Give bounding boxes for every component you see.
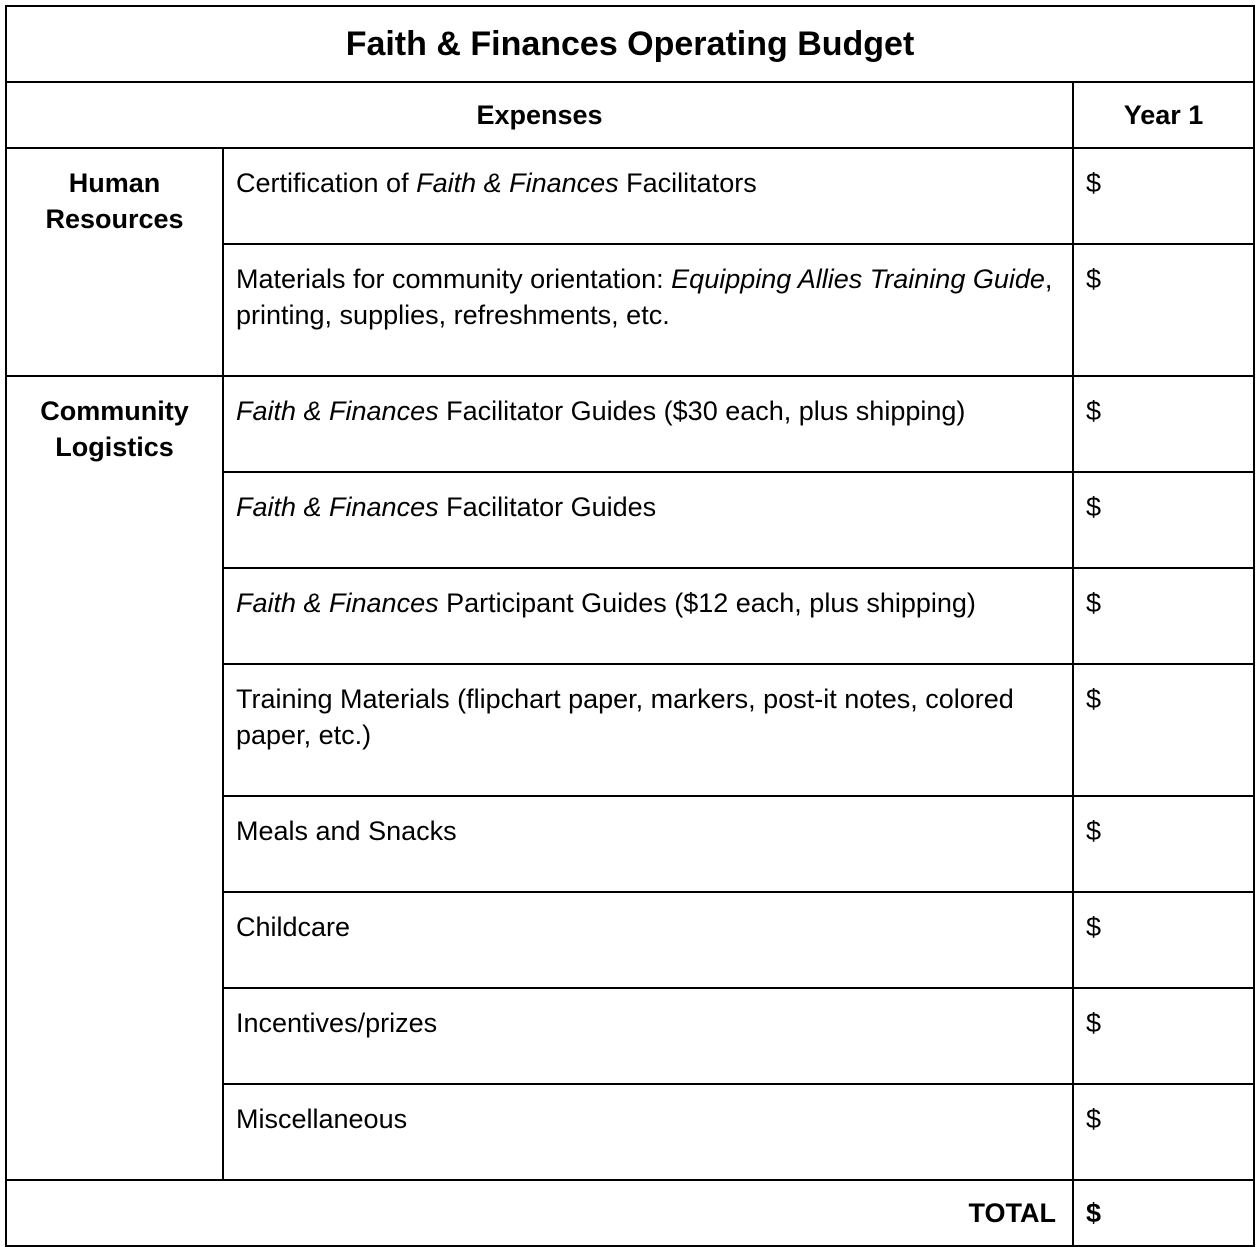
- expense-item-text: Equipping Allies Training Guide: [671, 264, 1045, 294]
- expense-item: [223, 568, 1073, 664]
- expense-item-text: Materials for community orientation:: [236, 264, 672, 294]
- expense-item-text: Participant Guides ($12 each, plus shipping): [438, 588, 976, 618]
- table-row: [6, 376, 1254, 472]
- expense-item: [223, 148, 1073, 244]
- expense-item-text: Faith & Finances: [236, 492, 439, 522]
- year-1-amount: $: [1073, 892, 1254, 988]
- year-1-amount: $: [1073, 472, 1254, 568]
- total-label: TOTAL: [6, 1180, 1073, 1246]
- expense-item: [223, 244, 1073, 376]
- expense-item-text: Training Materials (flipchart paper, markers, post-it notes, colored paper, etc.): [236, 684, 1014, 750]
- expense-item-text: Incentives/prizes: [236, 1008, 438, 1038]
- expense-item: [223, 988, 1073, 1084]
- category-label-line: Human: [68, 168, 161, 198]
- expense-item-text: Facilitator Guides ($30 each, plus shipping): [438, 396, 966, 426]
- expenses-header: Expenses: [6, 82, 1073, 148]
- year-1-amount: $: [1073, 664, 1254, 796]
- category-label-line: Community: [40, 396, 189, 426]
- category-label: [6, 148, 223, 376]
- year-1-amount: $: [1073, 988, 1254, 1084]
- total-amount: $: [1073, 1180, 1254, 1246]
- expense-item-text: Facilitator Guides: [438, 492, 657, 522]
- table-row: [6, 148, 1254, 244]
- table-title: Faith & Finances Operating Budget: [6, 6, 1254, 82]
- expense-item-text: Certification of: [236, 168, 417, 198]
- budget-table: [5, 5, 1255, 1247]
- expense-item-text: Meals and Snacks: [236, 816, 457, 846]
- expense-item-text: Childcare: [236, 912, 351, 942]
- expense-item-text: Faith & Finances: [416, 168, 619, 198]
- year-1-amount: $: [1073, 1084, 1254, 1180]
- expense-item-text: , printing, supplies, refreshments, etc.: [236, 264, 1053, 330]
- expense-item: [223, 664, 1073, 796]
- expense-item-text: Faith & Finances: [236, 396, 439, 426]
- expense-item: [223, 796, 1073, 892]
- expense-item-text: Faith & Finances: [236, 588, 439, 618]
- category-label-line: Resources: [45, 204, 184, 234]
- category-label: [6, 376, 223, 1180]
- year-1-amount: $: [1073, 148, 1254, 244]
- category-label-line: Logistics: [55, 432, 174, 462]
- year-1-amount: $: [1073, 796, 1254, 892]
- year-1-amount: $: [1073, 376, 1254, 472]
- year-1-amount: $: [1073, 568, 1254, 664]
- expense-item: [223, 892, 1073, 988]
- total-row: [6, 1180, 1254, 1246]
- expense-item: [223, 376, 1073, 472]
- expense-item-text: Miscellaneous: [236, 1104, 408, 1134]
- year-1-header: Year 1: [1073, 82, 1254, 148]
- expense-item: [223, 1084, 1073, 1180]
- year-1-amount: $: [1073, 244, 1254, 376]
- expense-item: [223, 472, 1073, 568]
- expense-item-text: Facilitators: [618, 168, 757, 198]
